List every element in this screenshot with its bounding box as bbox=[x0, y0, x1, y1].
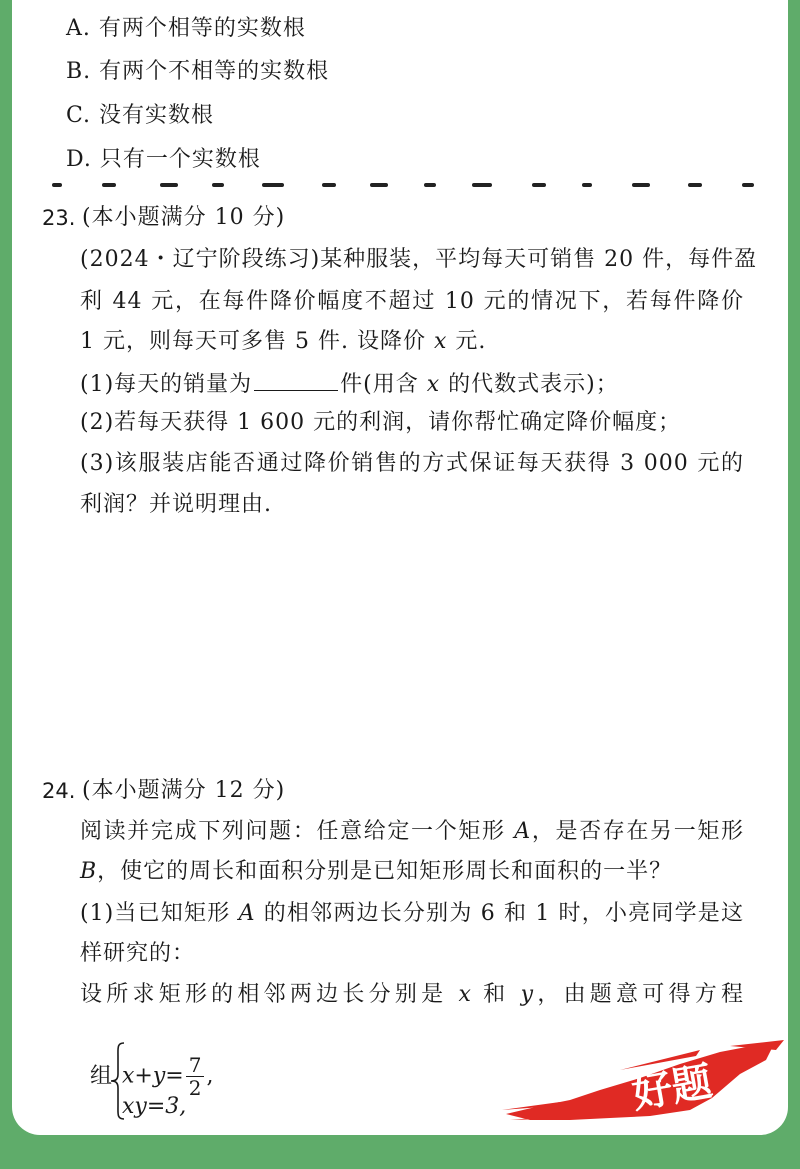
answer-blank[interactable] bbox=[254, 368, 338, 391]
equation-2: xy=3, bbox=[122, 1094, 187, 1119]
question-24-line-2: B，使它的周长和面积分别是已知矩形周长和面积的一半？ bbox=[80, 859, 673, 884]
question-23-part-1: (1)每天的销量为 件(用含 x 的代数式表示)； bbox=[80, 368, 619, 400]
question-24-part-1-line-1: (1)当已知矩形 A 的相邻两边长分别为 6 和 1 时，小亮同学是这 bbox=[80, 901, 744, 926]
stamp-text: 好题 bbox=[628, 1058, 716, 1118]
equation-system bbox=[80, 1040, 280, 1122]
equation-1: x+y= $\frac{7}{2}$ , bbox=[122, 1053, 214, 1100]
fraction-seven-halves: $\frac{7}{2}$ bbox=[186, 1054, 205, 1099]
option-b: B. 有两个不相等的实数根 bbox=[66, 59, 330, 84]
option-a: A. 有两个相等的实数根 bbox=[66, 16, 306, 41]
worksheet-page bbox=[12, 0, 788, 1135]
option-d: D. 只有一个实数根 bbox=[66, 147, 261, 172]
variable-x: x bbox=[433, 329, 448, 354]
question-24-header: (本小题满分 12 分) bbox=[82, 778, 286, 803]
question-24-line-1: 阅读并完成下列问题：任意给定一个矩形 A，是否存在另一矩形 bbox=[80, 819, 744, 844]
question-24-setup-line: 设所求矩形的相邻两边长分别是 x 和 y，由题意可得方程 bbox=[80, 982, 744, 1007]
question-23-part-2: (2)若每天获得 1 600 元的利润，请你帮忙确定降价幅度； bbox=[80, 410, 682, 435]
equation-system-label: 组 bbox=[90, 1064, 113, 1089]
question-24-part-1-line-2: 样研究的： bbox=[80, 941, 196, 966]
question-24-number: 24. bbox=[42, 779, 76, 803]
question-23-line-1: (2024・辽宁阶段练习)某种服装，平均每天可销售 20 件，每件盈 bbox=[80, 247, 758, 272]
question-23-header: (本小题满分 10 分) bbox=[82, 205, 286, 230]
question-23-part-3-line-1: (3)该服装店能否通过降价销售的方式保证每天获得 3 000 元的 bbox=[80, 451, 744, 476]
option-c: C. 没有实数根 bbox=[66, 103, 215, 128]
question-23-number: 23. bbox=[42, 206, 76, 230]
question-23-line-3: 1 元，则每天可多售 5 件. 设降价 x 元. bbox=[80, 329, 487, 354]
good-question-stamp bbox=[500, 1040, 788, 1124]
cropped-text-line bbox=[52, 178, 772, 192]
question-23-line-2: 利 44 元，在每件降价幅度不超过 10 元的情况下，若每件降价 bbox=[80, 289, 744, 314]
question-23-part-3-line-2: 利润？并说明理由. bbox=[80, 492, 272, 517]
